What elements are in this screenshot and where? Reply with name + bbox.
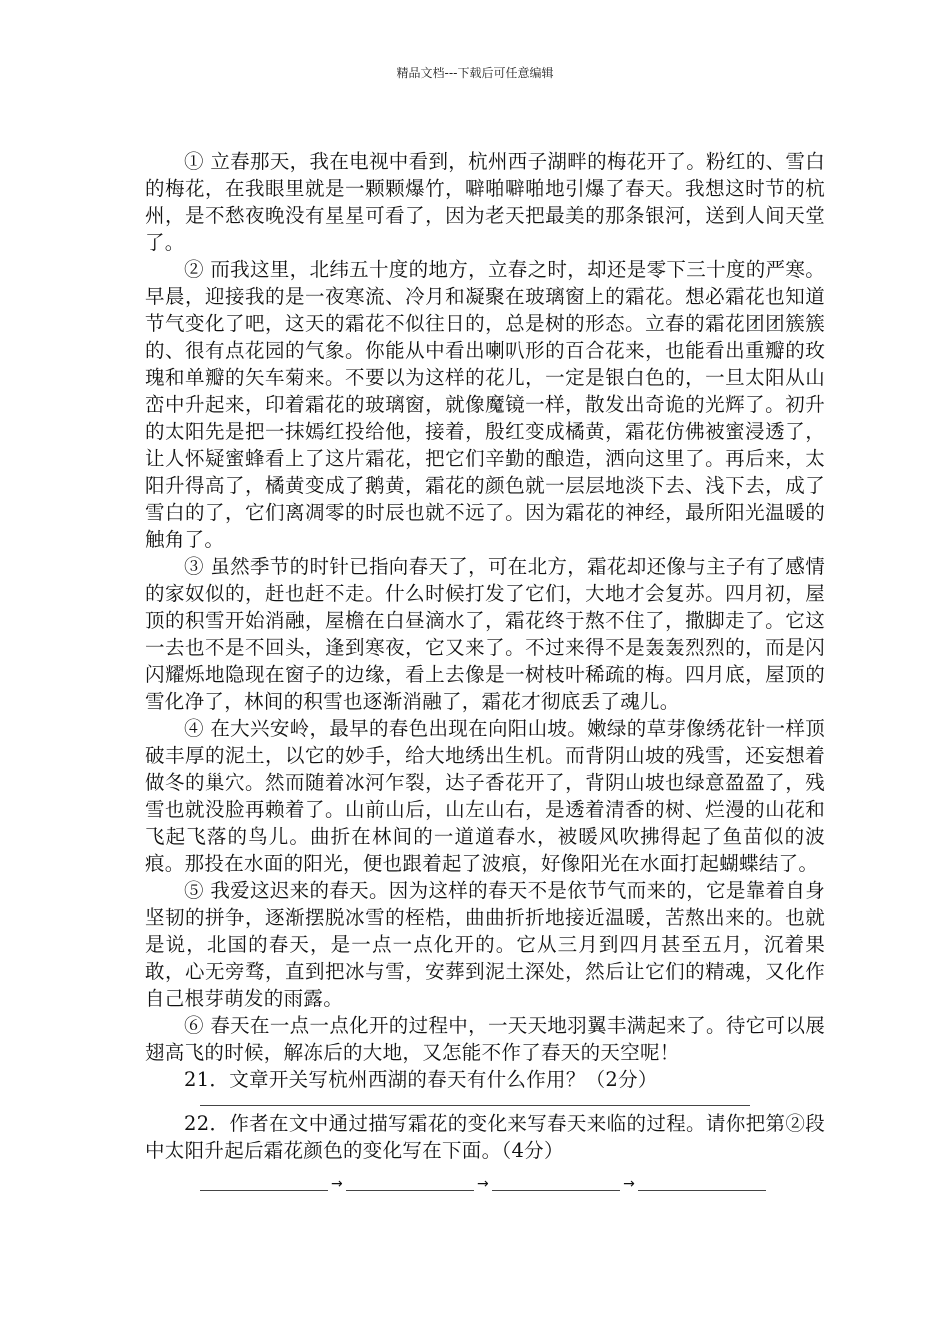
arrow-icon: →: [477, 1176, 490, 1192]
paragraph-1: ① 立春那天，我在电视中看到，杭州西子湖畔的梅花开了。粉红的、雪白的梅花，在我眼里就是一颗颗爆竹，噼啪噼啪地引爆了春天。我想这时节的杭州，是不愁夜晚没有星星可看了，因为老天把最美的那条银河，送到人间天堂了。: [145, 150, 825, 254]
answer-blank-3[interactable]: [492, 1168, 620, 1191]
arrow-icon: →: [331, 1176, 344, 1192]
arrow-icon: →: [623, 1176, 636, 1192]
paragraph-4: ④ 在大兴安岭，最早的春色出现在向阳山坡。嫩绿的草芽像绣花针一样顶破丰厚的泥土，以它的妙手，给大地绣出生机。而背阴山坡的残雪，还妄想着做冬的巢穴。然而随着冰河乍裂，达子香花开了，背阴山坡也绿意盈盈了，残雪也就没脸再赖着了。山前山后，山左山右，是透着清香的树、烂漫的山花和飞起飞落的鸟儿。曲折在林间的一道道春水，被暖风吹拂得起了鱼苗似的波痕。那投在水面的阳光，便也跟着起了波痕，好像阳光在水面打起蝴蝶结了。: [145, 717, 825, 875]
question-21: 21．文章开关写杭州西湖的春天有什么作用？（2分）: [184, 1068, 658, 1091]
answer-blank-4[interactable]: [638, 1168, 766, 1191]
paragraph-2: ② 而我这里，北纬五十度的地方，立春之时，却还是零下三十度的严寒。早晨，迎接我的是一夜寒流、冷月和凝聚在玻璃窗上的霜花。想必霜花也知道节气变化了吧，这天的霜花不似往日的，总是树的形态。立春的霜花团团簇簇的、很有点花园的气象。你能从中看出喇叭形的百合花来，也能看出重瓣的玫瑰和单瓣的矢车菊来。不要以为这样的花儿，一定是银白色的，一旦太阳从山峦中升起来，印着霜花的玻璃窗，就像魔镜一样，散发出奇诡的光辉了。初升的太阳先是把一抹嫣红投给他，接着，殷红变成橘黄，霜花仿佛被蜜浸透了，让人怀疑蜜蜂看上了这片霜花，把它们辛勤的酿造，洒向这里了。再后来，太阳升得高了，橘黄变成了鹅黄，霜花的颜色就一层层地淡下去、浅下去，成了雪白的了，它们离凋零的时辰也就不远了。因为霜花的神经，最所阳光温暖的触角了。: [145, 258, 825, 551]
answer-blanks-22: [200, 1168, 825, 1191]
paragraph-6: ⑥ 春天在一点一点化开的过程中，一天天地羽翼丰满起来了。待它可以展翅高飞的时候，解冻后的大地，又怎能不作了春天的天空呢！: [145, 1014, 825, 1064]
answer-blank-1[interactable]: [200, 1168, 328, 1191]
question-22: 22．作者在文中通过描写霜花的变化来写春天来临的过程。请你把第②段中太阳升起后霜花颜色的变化写在下面。（4分）: [145, 1112, 825, 1162]
paragraph-5: ⑤ 我爱这迟来的春天。因为这样的春天不是依节气而来的，它是靠着自身坚韧的拼争，逐渐摆脱冰雪的桎梏，曲曲折折地接近温暖，苦熬出来的。也就是说，北国的春天，是一点一点化开的。它从三月到四月甚至五月，沉着果敢，心无旁骛，直到把冰与雪，安葬到泥土深处，然后让它们的精魂，又化作自己根芽萌发的雨露。: [145, 879, 825, 1010]
page-header: 精品文档---下载后可任意编辑: [396, 66, 554, 80]
answer-line-21[interactable]: [200, 1093, 750, 1106]
article: [145, 148, 825, 1191]
answer-blank-2[interactable]: [346, 1168, 474, 1191]
paragraph-3: ③ 虽然季节的时针已指向春天了，可在北方，霜花却还像与主子有了感情的家奴似的，赶也赶不走。什么时候打发了它们，大地才会复苏。四月初，屋顶的积雪开始消融，屋檐在白昼滴水了，霜花终于熬不住了，撒脚走了。它这一去也不是不回头，逢到寒夜，它又来了。不过来得不是轰轰烈烈的，而是闪闪耀烁地隐现在窗子的边缘，看上去像是一树枝叶稀疏的梅。四月底，屋顶的雪化净了，林间的积雪也逐渐消融了，霜花才彻底丢了魂儿。: [145, 555, 825, 713]
